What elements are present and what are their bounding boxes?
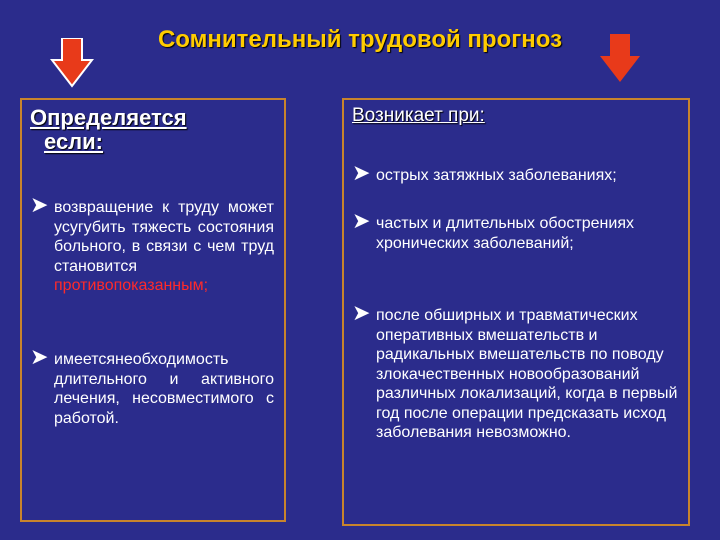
arrowhead-bullet-icon: ➤: [30, 345, 49, 370]
list-item-main-text: возвращение к труду может усугубить тяжесть состояния больного, в связи с чем труд становится: [54, 199, 274, 275]
list-item-text: частых и длительных обострениях хронических заболеваний;: [376, 215, 634, 252]
left-heading-line2: если:: [44, 129, 104, 154]
list-item: [30, 345, 274, 428]
page-title: Сомнительный трудовой прогноз: [157, 26, 563, 53]
left-panel: [20, 98, 286, 522]
down-arrow-icon: [50, 38, 94, 88]
down-arrow-icon: [598, 34, 642, 84]
list-item-text: после обширных и травматических оперативных вмешательств и радикальных вмешательств по поводу злокачественных новообразований различных локализаций, когда в первый год после операции предсказать исход заболевания невозможно.: [376, 307, 678, 441]
list-item-text: [30, 198, 274, 296]
list-item-red-text: противопоказанным;: [54, 277, 209, 294]
list-item: [352, 161, 682, 186]
arrowhead-bullet-icon: ➤: [352, 301, 371, 326]
right-panel: [342, 98, 690, 526]
left-heading-line1: Определяется: [30, 105, 187, 130]
list-item-text: острых затяжных заболеваниях;: [376, 167, 617, 184]
arrowhead-bullet-icon: ➤: [30, 193, 49, 218]
list-item-text: имеетсянеобходимость длительного и активного лечения, несовместимого с работой.: [54, 351, 274, 427]
list-item: [352, 301, 688, 443]
list-item: [352, 209, 652, 253]
arrowhead-bullet-icon: ➤: [352, 209, 371, 234]
arrowhead-bullet-icon: ➤: [352, 161, 371, 186]
right-heading: Возникает при:: [352, 105, 485, 126]
left-heading: [30, 106, 284, 154]
list-item: [30, 193, 274, 296]
